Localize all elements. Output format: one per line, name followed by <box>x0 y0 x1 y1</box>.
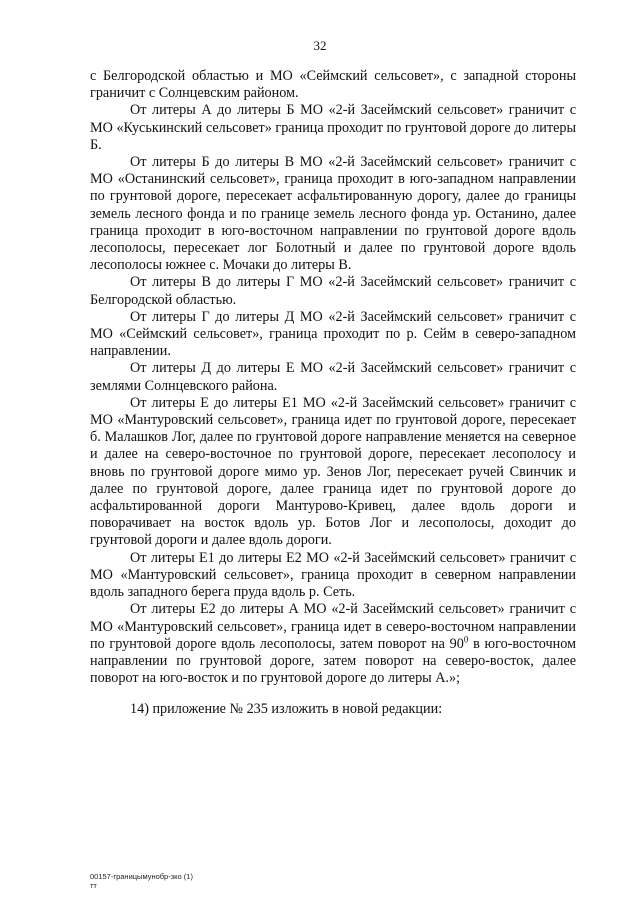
paragraph-e-e1: От литеры Е до литеры Е1 МО «2-й Засеймский сельсовет» граничит с МО «Мантуровский сельсовет», граница идет по грунтовой дороге, пересекает б. Малашков Лог, далее по грунтовой дороге направление меняется на северное и далее на северо-восточное по грунтовой дороге, пересекает лесополосу и вновь по грунтовой дороге мимо ур. Зенов Лог, пересекает ручей Свинчик и далее по грунтовой дороге, далее граница идет по грунтовой дороге до асфальтированной дороги Мантурово-Кривец, далее вдоль дороги и поворачивает на восток вдоль ур. Ботов Лог и лесополосы, доходит до грунтовой дороги и далее вдоль дороги. <box>90 394 576 549</box>
amendment-item-14: 14) приложение № 235 изложить в новой редакции: <box>130 701 443 718</box>
paragraph-e2-a <box>90 601 576 687</box>
degree-superscript: 0 <box>463 633 469 644</box>
paragraph-a-b: От литеры А до литеры Б МО «2-й Засеймский сельсовет» граничит с МО «Куськинский сельсовет» граница проходит по грунтовой дороге до литеры Б. <box>90 102 576 153</box>
paragraph-v-g: От литеры В до литеры Г МО «2-й Засеймский сельсовет» граничит с Белгородской областью. <box>90 274 576 308</box>
page-number: 32 <box>313 38 327 53</box>
paragraph-continuation: с Белгородской областью и МО «Сеймский сельсовет», с западной стороны граничит с Солнцевским районом. <box>90 68 576 102</box>
footer-file-name: 00157-границымунобр-зко (1) <box>90 872 193 881</box>
paragraph-e2-a-start: От литеры Е2 до литеры А МО «2-й Засеймский сельсовет» граничит с МО «Мантуровский сельсовет», граница идет в северо-восточном направлении по грунтовой дороге вдоль лесополосы, затем поворот на 90 <box>90 601 576 652</box>
paragraph-b-v: От литеры Б до литеры В МО «2-й Засеймский сельсовет» граничит с МО «Останинский сельсовет», граница проходит в юго-западном направлении по грунтовой дороге, пересекает асфальтированную дорогу, далее до границы земель лесного фонда и по границе земель лесного фонда ур. Останино, далее граница проходит в юго-восточном направлении по грунтовой дороге вдоль лесополосы, пересекает лог Болотный и далее по грунтовой дороге вдоль лесополосы южнее с. Мочаки до литеры В. <box>90 154 576 274</box>
footer-initials: тт <box>90 881 97 890</box>
paragraph-e2-a-end: в юго-восточном направлении по грунтовой дороге, затем поворот на северо-восток, далее поворот на юго-восток и по грунтовой дороге до литеры А.»; <box>90 635 577 687</box>
document-body <box>90 68 576 719</box>
paragraph-e1-e2: От литеры Е1 до литеры Е2 МО «2-й Засеймский сельсовет» граничит с МО «Мантуровский сельсовет», граница проходит в северном направлении вдоль западного берега пруда вдоль р. Сеть. <box>90 549 576 601</box>
footer <box>90 872 193 890</box>
paragraph-d-e: От литеры Д до литеры Е МО «2-й Засеймский сельсовет» граничит с землями Солнцевского района. <box>90 360 576 394</box>
paragraph-g-d: От литеры Г до литеры Д МО «2-й Засеймский сельсовет» граничит с МО «Сеймский сельсовет», граница проходит по р. Сейм в северо-западном направлении. <box>90 308 576 360</box>
